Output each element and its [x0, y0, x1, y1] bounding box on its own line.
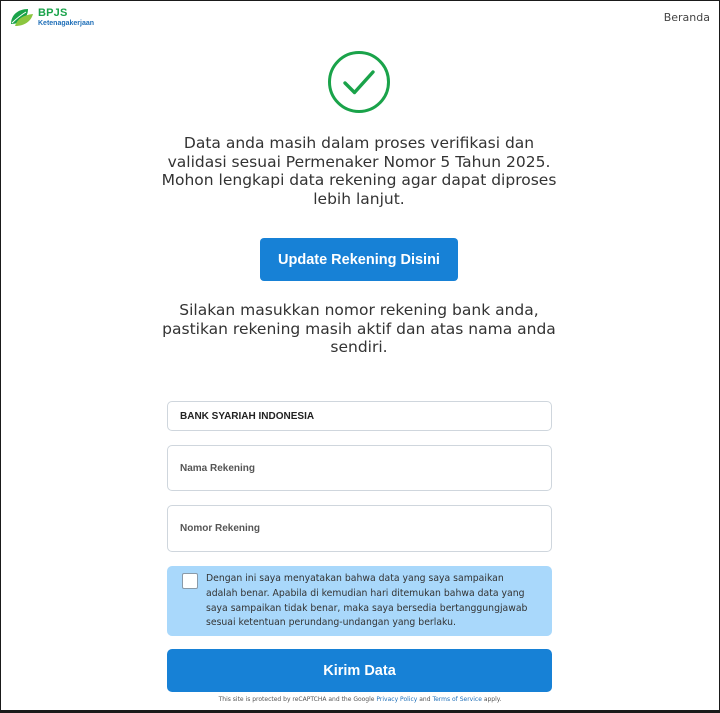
privacy-policy-link[interactable]: Privacy Policy — [376, 696, 418, 703]
recaptcha-notice — [140, 696, 580, 703]
bpjs-leaf-icon — [9, 7, 35, 27]
update-rekening-button[interactable]: Update Rekening Disini — [260, 238, 458, 281]
consent-checkbox[interactable] — [182, 573, 198, 589]
logo-subtitle: Ketenagakerjaan — [38, 19, 95, 27]
bpjs-logo[interactable] — [9, 7, 94, 27]
account-number-input[interactable] — [167, 505, 552, 552]
recaptcha-suffix: apply. — [483, 696, 502, 703]
logo-title: BPJS — [38, 6, 68, 19]
nav-beranda-link[interactable]: Beranda — [663, 11, 710, 24]
verification-message: Data anda masih dalam proses verifikasi dan validasi sesuai Permenaker Nomor 5 Tahun 2025. Mohon lengkapi data rekening agar dapat diproses lebih lanjut. — [161, 134, 557, 208]
instruction-message: Silakan masukkan nomor rekening bank anda, pastikan rekening masih aktif dan atas nama anda sendiri. — [162, 301, 556, 356]
header — [0, 0, 720, 36]
terms-of-service-link[interactable]: Terms of Service — [432, 696, 482, 703]
account-name-input[interactable] — [167, 445, 552, 491]
bank-select[interactable] — [167, 401, 552, 431]
recaptcha-and: and — [419, 696, 431, 703]
consent-text: Dengan ini saya menyatakan bahwa data yang saya sampaikan adalah benar. Apabila di kemudian hari ditemukan bahwa data yang saya sampaikan tidak benar, maka saya bersedia bertanggungjawab sesuai ketentuan perundang-undangan yang berlaku. — [206, 573, 528, 629]
account-number-placeholder: Nomor Rekening — [180, 523, 261, 534]
recaptcha-prefix: This site is protected by reCAPTCHA and the Google — [218, 696, 375, 703]
bank-select-value: BANK SYARIAH INDONESIA — [180, 410, 315, 422]
consent-box — [167, 566, 552, 636]
account-name-placeholder: Nama Rekening — [180, 462, 256, 474]
kirim-data-button[interactable]: Kirim Data — [167, 649, 552, 692]
check-circle-icon — [327, 50, 391, 114]
